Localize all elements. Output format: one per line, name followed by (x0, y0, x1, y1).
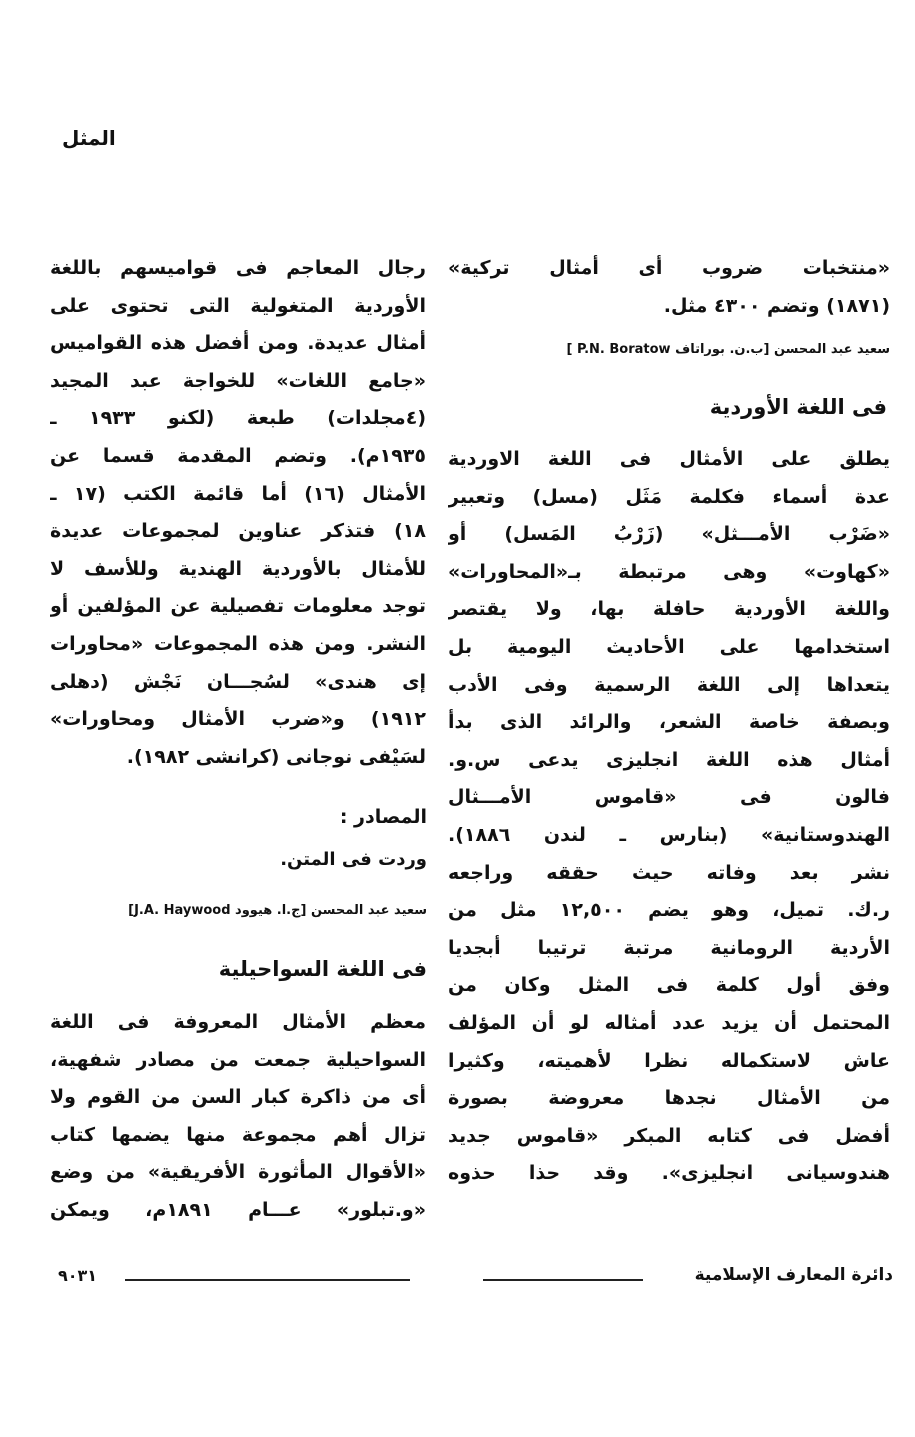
text-line: النشر. ومن هذه المجموعات «محاورات (50, 632, 426, 655)
text-line: ١٩٣٥م). وتضم المقدمة قسما عن (50, 444, 426, 467)
text-line: الأمثال (١٦) أما قائمة الكتب (١٧ ـ (50, 482, 426, 505)
sources-text: وردت فى المتن. (280, 849, 427, 870)
text-line: من الأمثال نجدها معروضة بصورة (448, 1087, 890, 1110)
text-line: عدة أسماء فكلمة مَثَل (مسل) وتعبير (448, 485, 890, 508)
text-line: الأردية الرومانية مرتبة ترتيبا أبجديا (448, 936, 890, 959)
text-line: لسَيْفى نوجانى (كرانشى ١٩٨٢). (126, 745, 426, 768)
text-line: وفق أول كلمة فى المثل وكان من (448, 974, 890, 997)
running-title: المثل (62, 126, 116, 150)
text-line: هندوسيانى انجليزى». وقد حذا حذوه (448, 1162, 890, 1185)
left-body (50, 250, 426, 776)
text-line: معظم الأمثال المعروفة فى اللغة (50, 1011, 426, 1033)
text-line: إى هندى» لسُجـــان نَجْش (دهلى (50, 670, 426, 693)
text-line: «ضَرْب الأمـــثل» (زَرْبُ المَسل) أو (448, 523, 890, 546)
left-body-swahili (50, 1004, 426, 1230)
author-signature: سعيد عبد المحسن [ج.ا. هيوود J.A. Haywood] (128, 903, 427, 918)
text-line: المحتمل أن يزيد عدد أمثاله لو أن المؤلف (448, 1011, 890, 1034)
text-line: واللغة الأوردية حافلة بها، ولا يقتصر (448, 598, 890, 621)
text-line: السواحيلية جمعت من مصادر شفهية، (50, 1048, 426, 1071)
footer-rule-left (125, 1279, 410, 1281)
text-line: يتعداها إلى اللغة الرسمية وفى الأدب (448, 673, 890, 696)
text-line: «الأقوال المأثورة الأفريقية» من وضع (50, 1161, 426, 1184)
text-line: توجد معلومات تفصيلية عن المؤلفين أو (50, 595, 426, 618)
text-line: (٤مجلدات) طبعة (لكنو ١٩٣٣ ـ (50, 407, 426, 430)
text-line: عاش لاستكماله نظرا لأهميته، وكثيرا (448, 1049, 890, 1072)
author-signature: سعيد عبد المحسن [ب.ن. بوراتاف P.N. Boratow ] (566, 342, 890, 357)
right-column (448, 250, 890, 325)
footer-rule-right (483, 1279, 643, 1281)
text-line: «و.تبلور» عـــام ١٨٩١م، ويمكن (50, 1198, 426, 1221)
page-number: ٩٠٣١ (58, 1266, 98, 1285)
section-heading-swahili: فى اللغة السواحيلية (218, 957, 427, 981)
section-heading-urdu: فى اللغة الأوردية (709, 395, 887, 419)
text-line: أمثال هذه اللغة انجليزى يدعى س.و. (448, 748, 890, 771)
text-line: الأوردية المتغولية التى تحتوى على (50, 294, 426, 317)
text-line: فالون فى «قاموس الأمـــثال (448, 786, 890, 809)
text-line: تزال أهم مجموعة منها يضمها كتاب (50, 1123, 426, 1146)
text-line: ١٨) فتذكر عناوين لمجموعات عديدة (50, 520, 426, 543)
text-line: «جامع اللغات» للخواجة عبد المجيد (50, 369, 426, 392)
text-line: أفضل فى كتابه المبكر «قاموس جديد (448, 1124, 890, 1147)
text-line: رجال المعاجم فى قواميسهم باللغة (50, 257, 426, 279)
intro-line: (١٨٧١) وتضم ٤٣٠٠ مثل. (663, 294, 890, 317)
text-line: أمثال عديدة. ومن أفضل هذه القواميس (50, 332, 426, 355)
text-line: للأمثال بالأوردية الهندية وللأسف لا (50, 557, 426, 580)
text-line: نشر بعد وفاته حيث حققه وراجعه (448, 861, 890, 884)
sources-heading: المصادر : (339, 806, 427, 828)
right-body (448, 441, 890, 1193)
intro-line: «منتخبات ضروب أى أمثال تركية» (448, 257, 890, 279)
text-line: أى من ذاكرة كبار السن من القوم ولا (50, 1086, 426, 1109)
text-line: ١٩١٢) و«ضرب الأمثال ومحاورات» (50, 708, 426, 731)
footer-publication: دائرة المعارف الإسلامية (694, 1265, 893, 1285)
text-line: ر.ك. تميل، وهو يضم ١٢,٥٠٠ مثل من (448, 899, 890, 922)
text-line: الهندوستانية» (بنارس ـ لندن ١٨٨٦). (448, 823, 890, 846)
text-line: وبصفة خاصة الشعر، والرائد الذى بدأ (448, 711, 890, 734)
text-line: استخدامها على الأحاديث اليومية بل (448, 635, 890, 658)
text-line: يطلق على الأمثال فى اللغة الاوردية (448, 448, 890, 470)
text-line: «كهاوت» وهى مرتبطة بـ«المحاورات» (448, 560, 890, 583)
